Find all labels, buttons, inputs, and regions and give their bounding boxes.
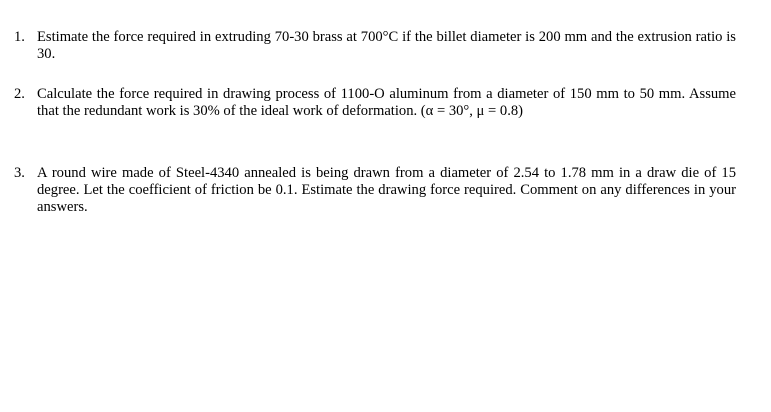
question-number: 1. — [14, 29, 25, 45]
question-item-1 — [14, 29, 736, 63]
question-text: A round wire made of Steel-4340 annealed is being drawn from a diameter of 2.54 to 1.78 mm in a draw die of 15 degree. Let the coefficient of friction be 0.1. Estimate the drawing force required. Comment on any differences in your answers. — [37, 165, 736, 215]
question-text: Calculate the force required in drawing process of 1100-O aluminum from a diameter of 150 mm to 50 mm. Assume that the redundant work is 30% of the ideal work of deformation. (α = 30°, μ = 0.8) — [37, 86, 736, 119]
question-item-2 — [14, 86, 736, 120]
question-text: Estimate the force required in extruding 70-30 brass at 700°C if the billet diameter is 200 mm and the extrusion ratio is 30. — [37, 29, 736, 62]
question-item-3 — [14, 165, 736, 216]
question-number: 2. — [14, 86, 25, 102]
question-number: 3. — [14, 165, 25, 181]
